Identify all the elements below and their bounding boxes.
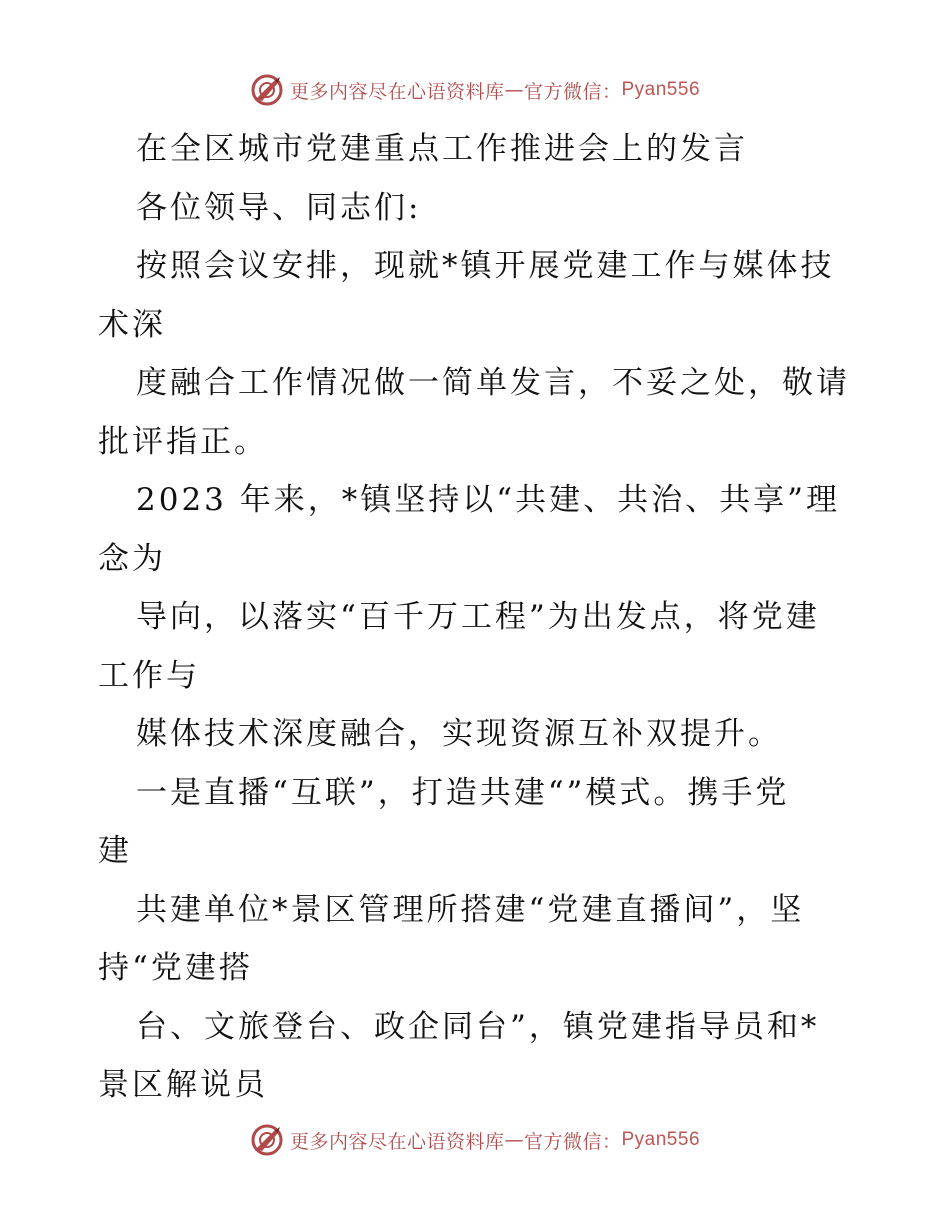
document-line: 按照会议安排，现就*镇开展党建工作与媒体技 [136,248,835,284]
banner-separator: — [504,79,524,101]
document-line: 导向，以落实“百千万工程”为出发点，将党建 [136,599,820,635]
document-body [98,120,858,1115]
document-line: 一是直播“互联”，打造共建“”模式。携手党 [136,774,790,811]
document-line: 建 [98,833,132,869]
header-watermark-banner [0,70,950,110]
banner-separator: — [504,1129,524,1151]
document-line: 工作与 [98,657,200,694]
document-line: 台、文旅登台、政企同台”，镇党建指导员和* [136,1008,820,1045]
document-line: 念为 [98,540,166,577]
brand-logo-icon [250,73,284,107]
banner-wechat-handle: Pyan556 [621,79,701,100]
banner-wechat-handle: Pyan556 [621,1129,701,1150]
document-line: 在全区城市党建重点工作推进会上的发言 [136,131,748,167]
banner-main-text: 更多内容尽在心语资料库 [289,80,505,103]
banner-main-text: 更多内容尽在心语资料库 [289,1130,505,1153]
banner-wechat-label: 官方微信： [523,1130,622,1153]
document-line: 批评指正。 [98,423,268,460]
document-line: 术深 [98,306,166,343]
document-line: 共建单位*景区管理所搭建“党建直播间”，坚 [136,891,805,928]
document-line: 度融合工作情况做一简单发言，不妥之处，敬请 [136,365,850,401]
document-line: 景区解说员 [98,1067,268,1103]
document-line: 媒体技术深度融合，实现资源互补双提升。 [136,716,782,752]
brand-logo-icon [250,1123,284,1157]
footer-watermark-banner [0,1120,950,1160]
banner-wechat-label: 官方微信： [523,80,622,103]
document-line: 各位领导、同志们: [136,189,422,226]
document-line: 持“党建搭 [98,950,253,986]
document-line: 2023 年来，*镇坚持以“共建、共治、共享”理 [136,482,840,518]
